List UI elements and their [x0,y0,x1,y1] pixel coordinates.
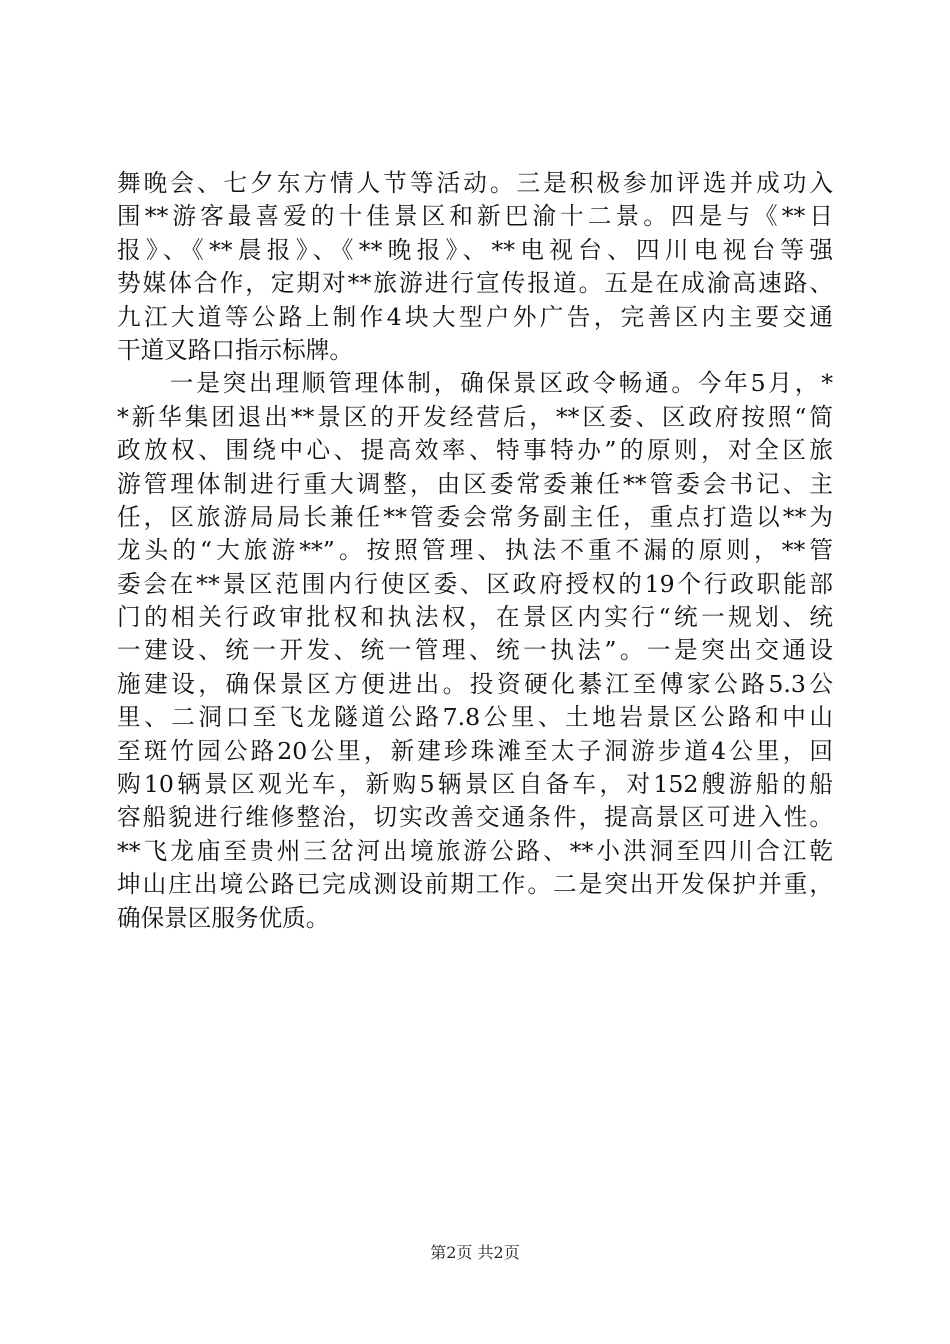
text-line: 任，区旅游局局长兼任**管委会常务副主任，重点打造以**为 [117,502,833,531]
text-line: 至斑竹园公路20公里，新建珍珠滩至太子洞游步道4公里，回 [117,736,833,765]
text-line: *新华集团退出**景区的开发经营后，**区委、区政府按照“简 [117,402,833,431]
text-line: 施建设，确保景区方便进出。投资硬化綦江至傅家公路5.3公 [117,669,833,698]
text-line: 购10辆景区观光车，新购5辆景区自备车，对152艘游船的船 [117,770,833,799]
text-line: 围**游客最喜爱的十佳景区和新巴渝十二景。四是与《**日 [117,202,833,231]
text-line: 一建设、统一开发、统一管理、统一执法”。一是突出交通设 [117,636,833,665]
text-line: 政放权、围绕中心、提高效率、特事特办”的原则，对全区旅 [117,436,833,465]
text-line: 报》、《**晨报》、《**晚报》、**电视台、四川电视台等强 [117,235,833,264]
text-line: 九江大道等公路上制作4块大型户外广告，完善区内主要交通 [117,302,833,331]
text-line: 干道叉路口指示标牌。 [117,335,353,364]
text-line: 门的相关行政审批权和执法权，在景区内实行“统一规划、统 [117,603,833,632]
text-line: 容船貌进行维修整治，切实改善交通条件，提高景区可进入性。 [117,803,833,832]
text-line: 游管理体制进行重大调整，由区委常委兼任**管委会书记、主 [117,469,833,498]
text-line: 坤山庄出境公路已完成测设前期工作。二是突出开发保护并重， [117,870,833,899]
text-line: 龙头的“大旅游**”。按照管理、执法不重不漏的原则，**管 [117,536,833,565]
text-line: 势媒体合作，定期对**旅游进行宣传报道。五是在成渝高速路、 [117,269,833,298]
text-line: 里、二洞口至飞龙隧道公路7.8公里、土地岩景区公路和中山 [117,703,833,732]
text-line: 委会在**景区范围内行使区委、区政府授权的19个行政职能部 [117,569,833,598]
page-footer: 第2页 共2页 [430,1243,520,1262]
text-line: 确保景区服务优质。 [117,903,330,932]
text-line: 舞晚会、七夕东方情人节等活动。三是积极参加评选并成功入 [117,169,833,197]
text-line: 一是突出理顺管理体制，确保景区政令畅通。今年5月，* [117,369,833,398]
text-line: **飞龙庙至贵州三岔河出境旅游公路、**小洪洞至四川合江乾 [117,836,833,865]
body-text [117,167,833,935]
